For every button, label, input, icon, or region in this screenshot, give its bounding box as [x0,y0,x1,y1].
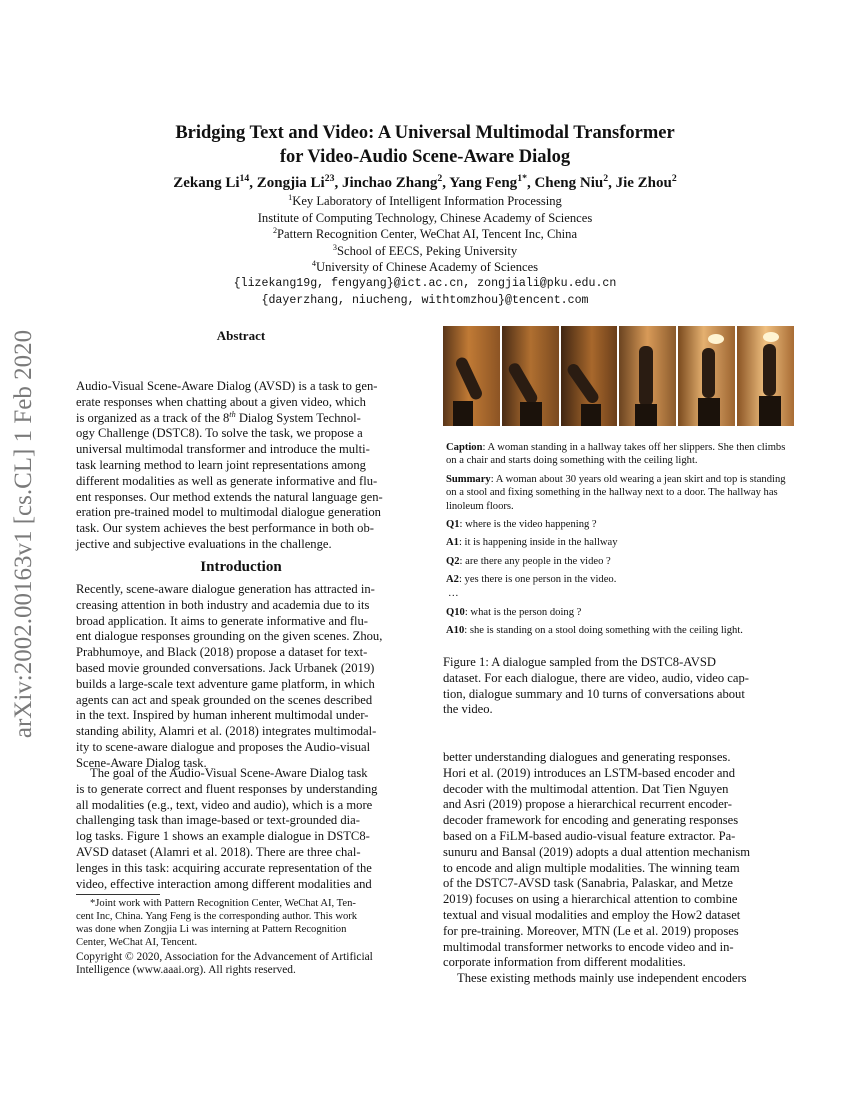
intro-line: broad application. It aims to generate informative and flu- [76,613,368,628]
figure-caption-row: Caption: A woman standing in a hallway takes off her slippers. She then climbs on a chair and starts doing something with the ceiling light. [446,442,786,467]
affiliations [0,193,850,309]
abstract-line: is organized as a track of the 8th Dialog System Technol- [76,409,361,425]
figure-example-text [446,441,792,643]
introduction-heading: Introduction [200,559,282,575]
abstract-line: different modalities as well as generate informative and flu- [76,473,378,488]
video-frame-4 [619,326,676,426]
body-line: Hori et al. (2019) introduces an LSTM-based encoder and [443,765,736,780]
right-column-body [443,750,794,987]
body-line: decoder framework for encoding and generating responses [443,813,739,828]
intro-line: Prabhumoye, and Black (2018) propose a dataset for text- [76,645,368,660]
footnote [76,897,406,977]
intro-line: ity to scene-aware dialogue and proposes the Audio-visual [76,739,371,754]
intro-line: log tasks. Figure 1 shows an example dialogue in DSTC8- [76,829,370,844]
body-line: decoder with the multimodal attention. Dat Tien Nguyen [443,781,729,796]
author-list: Zekang Li$^{14}$, Zongjia Li$^{23}$, Jinchao Zhang$^2$, Yang Feng$^{1*}$, Cheng Niu$^2$, Jie Zhou$^2$ [173,173,677,191]
abstract-heading: Abstract [216,328,266,343]
author-4: Cheng Niu$^2$ [534,173,609,191]
affiliation-3: $^3$School of EECS, Peking University [332,242,518,258]
email-line-2: {dayerzhang, niucheng, withtomzhou}@tencent.com [261,293,589,307]
abstract-line: ogy Challenge (DSTC8). To solve the task, we propose a [76,426,363,441]
abstract-line: task learning method to learn joint representations among [76,457,366,472]
abstract-line: erate responses when chatting about a given video, which [76,394,366,409]
intro-paragraph-1 [76,582,406,772]
author-5: Jie Zhou$^2$ [615,173,677,191]
affiliation-1b: Institute of Computing Technology, Chinese Academy of Sciences [257,210,593,225]
body-line: 2019) focuses on using a hierarchical attention to combine [443,892,738,907]
intro-line: challenging task than image-based or text-grounded dia- [76,813,360,828]
qa-row: Q10: what is the person doing ? [446,607,582,619]
intro-paragraph-2 [76,766,406,892]
footnote-line: *Joint work with Pattern Recognition Center, WeChat AI, Ten- [90,898,356,909]
figure-1-caption [443,655,794,718]
video-frame-2 [502,326,559,426]
affiliation-2: $^2$Pattern Recognition Center, WeChat AI, Tencent Inc, China [272,226,578,242]
body-line: better understanding dialogues and generating responses. [443,750,731,764]
abstract-line: jective and subjective evaluations in the challenge. [76,536,332,551]
email-line-1: {lizekang19g, fengyang}@ict.ac.cn, zongjiali@pku.edu.cn [233,276,617,290]
intro-line: builds a large-scale text adventure game platform, in which [76,676,375,691]
affiliation-1: $^1$Key Laboratory of Intelligent Information Processing [288,192,562,208]
video-frames-strip [443,326,794,426]
qa-row: A2: yes there is one person in the video. [446,574,617,586]
title-line-2: for Video-Audio Scene-Aware Dialog [279,147,571,167]
author-2: Jinchao Zhang$^2$ [341,173,443,191]
copyright-line: Intelligence (www.aaai.org). All rights reserved. [76,964,296,976]
body-line: to encode and align multiple modalities. The winning team [443,860,740,875]
body-line: sunuru and Bansal (2019) adopts a dual attention mechanism [443,844,751,859]
figure-summary-row: Summary: A woman about 30 years old wearing a jean skirt and top is standing on a stool and fixing something in the hallway next to a door. The hallway has linoleum floors. [446,473,786,512]
intro-line: ent dialogue responses grounding on the given scenes. Zhou, [76,629,383,644]
title-line-1: Bridging Text and Video: A Universal Multimodal Transformer [175,123,675,143]
intro-line: all modalities (e.g., text, video and audio), which is a more [76,797,373,812]
body-line: of the DSTC7-AVSD task (Sanabria, Palaskar, and Metze [443,876,733,891]
figure-caption-line: Figure 1: A dialogue sampled from the DSTC8-AVSD [443,655,716,669]
footnote-line: was done when Zongjia Li was interning at Pattern Recognition [76,924,347,935]
author-1: Zongjia Li$^{23}$ [256,173,335,191]
qa-row: A10: she is standing on a stool doing something with the ceiling light. [446,625,743,637]
body-line: based on a FiLM-based audio-visual feature extractor. Pa- [443,828,736,843]
intro-line: based movie grounded conversations. Jack Urbanek (2019) [76,660,375,675]
body-line: These existing methods mainly use independent encoders [457,971,747,986]
affiliation-4: $^4$University of Chinese Academy of Sciences [311,259,539,275]
body-line: for pre-training. Moreover, MTN (Le et al. 2019) proposes [443,923,739,938]
video-frame-1 [443,326,500,426]
abstract-body [76,379,406,553]
figure-caption-line: the video. [443,702,493,717]
video-frame-5 [678,326,735,426]
qa-row: Q2: are there any people in the video ? [446,555,611,567]
video-frame-3 [561,326,618,426]
intro-line: lenges in this task: acquiring accurate representation of the [76,860,372,875]
abstract-line: universal multimodal transformer and introduce the multi- [76,442,370,457]
intro-line: creasing attention in both industry and academia due to its [76,597,370,612]
video-frame-6 [737,326,794,426]
qa-row: A1: it is happening inside in the hallway [446,537,618,549]
body-line: multimodal transformer networks to encode video and in- [443,939,734,954]
qa-ellipsis: … [448,587,459,599]
arxiv-identifier: arXiv:2002.00163v1 [cs.CL] 1 Feb 2020 [10,329,37,739]
intro-line: in the text. Inspired by human inherent multimodal under- [76,708,369,723]
author-3: Yang Feng$^{1*}$ [449,173,527,191]
intro-line: Scene-Aware Dialog task. [76,755,207,770]
footnote-line: cent Inc, China. Yang Feng is the corresponding author. This work [76,911,358,922]
footnote-line: Center, WeChat AI, Tencent. [76,937,198,948]
figure-caption-line: dataset. For each dialogue, there are video, audio, video cap- [443,670,749,685]
intro-line: standing ability, Alamri et al. (2018) integrates multimodal- [76,724,377,739]
intro-line: AVSD dataset (Alamri et al. 2018). There are three chal- [76,844,361,859]
qa-row: Q1: where is the video happening ? [446,519,597,531]
figure-caption-line: tion, dialogue summary and 10 turns of conversations about [443,686,745,701]
copyright-line: Copyright © 2020, Association for the Advancement of Artificial [76,951,373,963]
abstract-line: eration pre-trained model to multimodal dialogue generation [76,505,381,520]
intro-line: The goal of the Audio-Visual Scene-Aware Dialog task [90,766,368,780]
footnote-rule [76,894,160,895]
abstract-line: ent responses. Our method extends the natural language gen- [76,489,383,504]
body-line: corporate information from different modalities. [443,955,686,970]
intro-line: is to generate correct and fluent responses by understanding [76,781,378,796]
abstract-line: task. Our system achieves the best performance in both ob- [76,521,374,536]
intro-line: video, effective interaction among different modalities and [76,876,372,891]
author-0: Zekang Li$^{14}$ [173,173,250,191]
intro-line: agents can act and speak grounded on the scenes described [76,692,373,707]
abstract-line: Audio-Visual Scene-Aware Dialog (AVSD) is a task to gen- [76,379,378,393]
body-line: textual and visual modalities and employ the How2 dataset [443,907,741,922]
body-line: and Asri (2019) propose a hierarchical recurrent encoder- [443,797,732,812]
intro-line: Recently, scene-aware dialogue generation has attracted in- [76,582,375,596]
paper-title [0,121,850,169]
